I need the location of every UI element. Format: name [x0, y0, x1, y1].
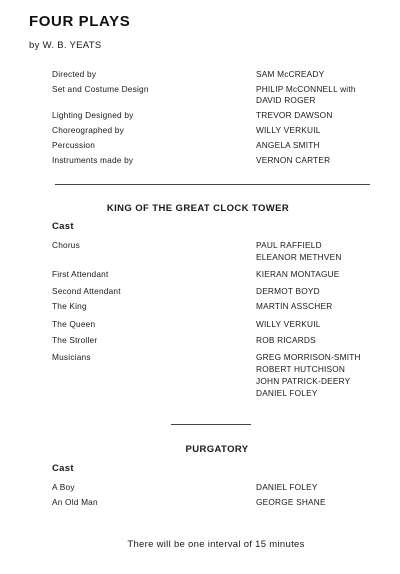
cast-actor: WILLY VERKUIL	[256, 319, 321, 329]
credit-name: TREVOR DAWSON	[256, 110, 333, 120]
cast-role: Chorus	[52, 240, 80, 250]
credit-role: Set and Costume Design	[52, 84, 149, 94]
credit-role: Lighting Designed by	[52, 110, 134, 120]
cast-role: The Stroller	[52, 335, 98, 345]
credit-role: Choreographed by	[52, 125, 124, 135]
credit-role: Directed by	[52, 69, 97, 79]
section-divider	[55, 184, 370, 185]
credit-name: DAVID ROGER	[256, 95, 316, 105]
cast-heading: Cast	[52, 463, 74, 474]
credit-role: Instruments made by	[52, 155, 134, 165]
cast-actor: PAUL RAFFIELD	[256, 240, 322, 250]
author-byline: by W. B. YEATS	[29, 40, 102, 51]
credit-name: WILLY VERKUIL	[256, 125, 321, 135]
cast-role: The Queen	[52, 319, 96, 329]
cast-actor: DERMOT BOYD	[256, 286, 320, 296]
cast-actor: JOHN PATRICK-DEERY	[256, 376, 351, 386]
cast-role: An Old Man	[52, 497, 98, 507]
cast-actor: DANIEL FOLEY	[256, 388, 318, 398]
credit-name: VERNON CARTER	[256, 155, 331, 165]
credit-name: ANGELA SMITH	[256, 140, 320, 150]
credit-name: PHILIP McCONNELL with	[256, 84, 356, 94]
interval-note	[0, 539, 400, 550]
page-title: FOUR PLAYS	[29, 13, 131, 30]
section-divider	[171, 424, 251, 425]
cast-actor: ELEANOR METHVEN	[256, 252, 342, 262]
cast-role: A Boy	[52, 482, 75, 492]
cast-actor: DANIEL FOLEY	[256, 482, 318, 492]
cast-actor: KIERAN MONTAGUE	[256, 269, 340, 279]
cast-role: Second Attendant	[52, 286, 121, 296]
cast-role: First Attendant	[52, 269, 109, 279]
play-title: PURGATORY	[185, 444, 249, 455]
credit-name: SAM McCREADY	[256, 69, 325, 79]
cast-actor: ROB RICARDS	[256, 335, 316, 345]
interval-note-text: There will be one interval of 15 minutes	[127, 539, 305, 550]
cast-actor: GREG MORRISON-SMITH	[256, 352, 361, 362]
cast-heading: Cast	[52, 221, 74, 232]
cast-actor: ROBERT HUTCHISON	[256, 364, 346, 374]
credit-role: Percussion	[52, 140, 96, 150]
cast-actor: MARTIN ASSCHER	[256, 301, 333, 311]
play-title: KING OF THE GREAT CLOCK TOWER	[106, 203, 290, 214]
cast-actor: GEORGE SHANE	[256, 497, 326, 507]
cast-role: The King	[52, 301, 87, 311]
cast-role: Musicians	[52, 352, 91, 362]
